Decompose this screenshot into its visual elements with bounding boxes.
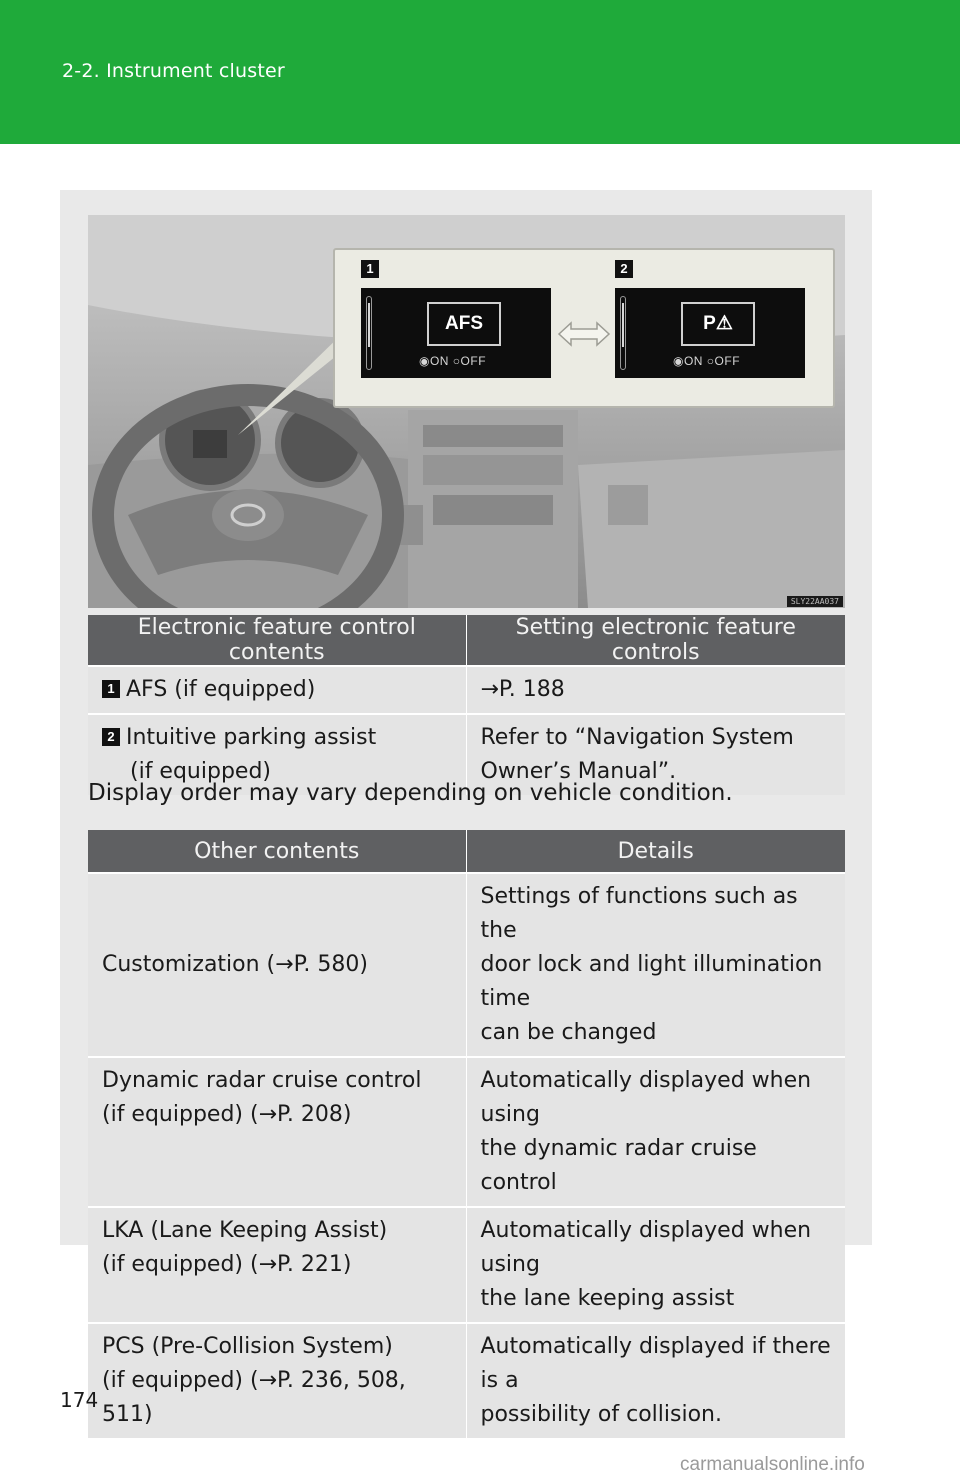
cell-text: door lock and light illumination time	[480, 952, 823, 1011]
cell-text: (if equipped) (→P. 221)	[102, 1252, 352, 1277]
table-cell	[88, 873, 466, 1057]
cell-text: the dynamic radar cruise control	[480, 1136, 757, 1195]
dashboard-illustration	[88, 215, 845, 608]
scroll-indicator	[366, 296, 372, 370]
table-row	[88, 1057, 845, 1207]
table-cell	[88, 1207, 466, 1323]
image-code: SLY22AA037	[787, 596, 843, 607]
cell-text: AFS (if equipped)	[126, 677, 316, 702]
on-off-indicator: ◉ON ○OFF	[673, 354, 741, 368]
column-header: Electronic feature control contents	[88, 615, 466, 666]
cell-text: Automatically displayed if there is a	[480, 1334, 831, 1393]
table-cell	[466, 1057, 845, 1207]
cell-text: Customization (→P. 580)	[102, 952, 368, 977]
afs-label: AFS	[427, 302, 501, 346]
cell-text: Intuitive parking assist	[126, 725, 377, 750]
table-cell	[466, 666, 845, 714]
double-arrow-icon	[557, 321, 611, 347]
cell-text: the lane keeping assist	[480, 1286, 735, 1311]
cell-text: can be changed	[480, 1020, 657, 1045]
header-band	[0, 0, 960, 144]
cell-text: (if equipped) (→P. 208)	[102, 1102, 352, 1127]
cell-text: (if equipped)	[130, 759, 272, 784]
cell-text: Refer to “Navigation System	[480, 725, 794, 750]
cell-text: Owner’s Manual”.	[480, 759, 677, 784]
table-header-row	[88, 830, 845, 873]
parking-assist-label: P⚠	[681, 302, 755, 346]
table-cell	[88, 1323, 466, 1438]
table-cell	[466, 1323, 845, 1438]
column-header: Other contents	[88, 830, 466, 873]
cell-text: Automatically displayed when using	[480, 1068, 812, 1127]
cell-text: Dynamic radar cruise control	[102, 1068, 422, 1093]
cell-text: Settings of functions such as the	[480, 884, 798, 943]
table-row	[88, 666, 845, 714]
cell-text: (if equipped) (→P. 236, 508, 511)	[102, 1368, 406, 1427]
scroll-indicator	[620, 296, 626, 370]
on-off-indicator: ◉ON ○OFF	[419, 354, 487, 368]
number-2-icon: 2	[102, 728, 120, 746]
section-title: 2-2. Instrument cluster	[62, 60, 285, 82]
table-cell	[88, 1057, 466, 1207]
cell-text: possibility of collision.	[480, 1402, 722, 1427]
table-row	[88, 873, 845, 1057]
column-header: Setting electronic feature controls	[466, 615, 845, 666]
display-callout	[333, 248, 835, 408]
table-row	[88, 1323, 845, 1438]
cell-text: Automatically displayed when using	[480, 1218, 812, 1277]
cell-text: PCS (Pre-Collision System)	[102, 1334, 393, 1359]
display-order-note: Display order may vary depending on vehicle condition.	[88, 780, 733, 806]
watermark: carmanualsonline.info	[680, 1454, 865, 1475]
electronic-feature-table	[88, 615, 845, 795]
parking-assist-display-screen	[615, 288, 805, 378]
page-reference: →P. 188	[480, 677, 565, 702]
table-header-row	[88, 615, 845, 666]
number-1-icon: 1	[102, 680, 120, 698]
callout-badge-2: 2	[615, 260, 633, 278]
callout-badge-1: 1	[361, 260, 379, 278]
table-row	[88, 1207, 845, 1323]
other-contents-table	[88, 830, 845, 1438]
table-cell	[466, 1207, 845, 1323]
column-header: Details	[466, 830, 845, 873]
afs-display-screen	[361, 288, 551, 378]
table-cell	[466, 873, 845, 1057]
cell-text: LKA (Lane Keeping Assist)	[102, 1218, 388, 1243]
page-number: 174	[60, 1388, 99, 1412]
table-cell	[88, 666, 466, 714]
